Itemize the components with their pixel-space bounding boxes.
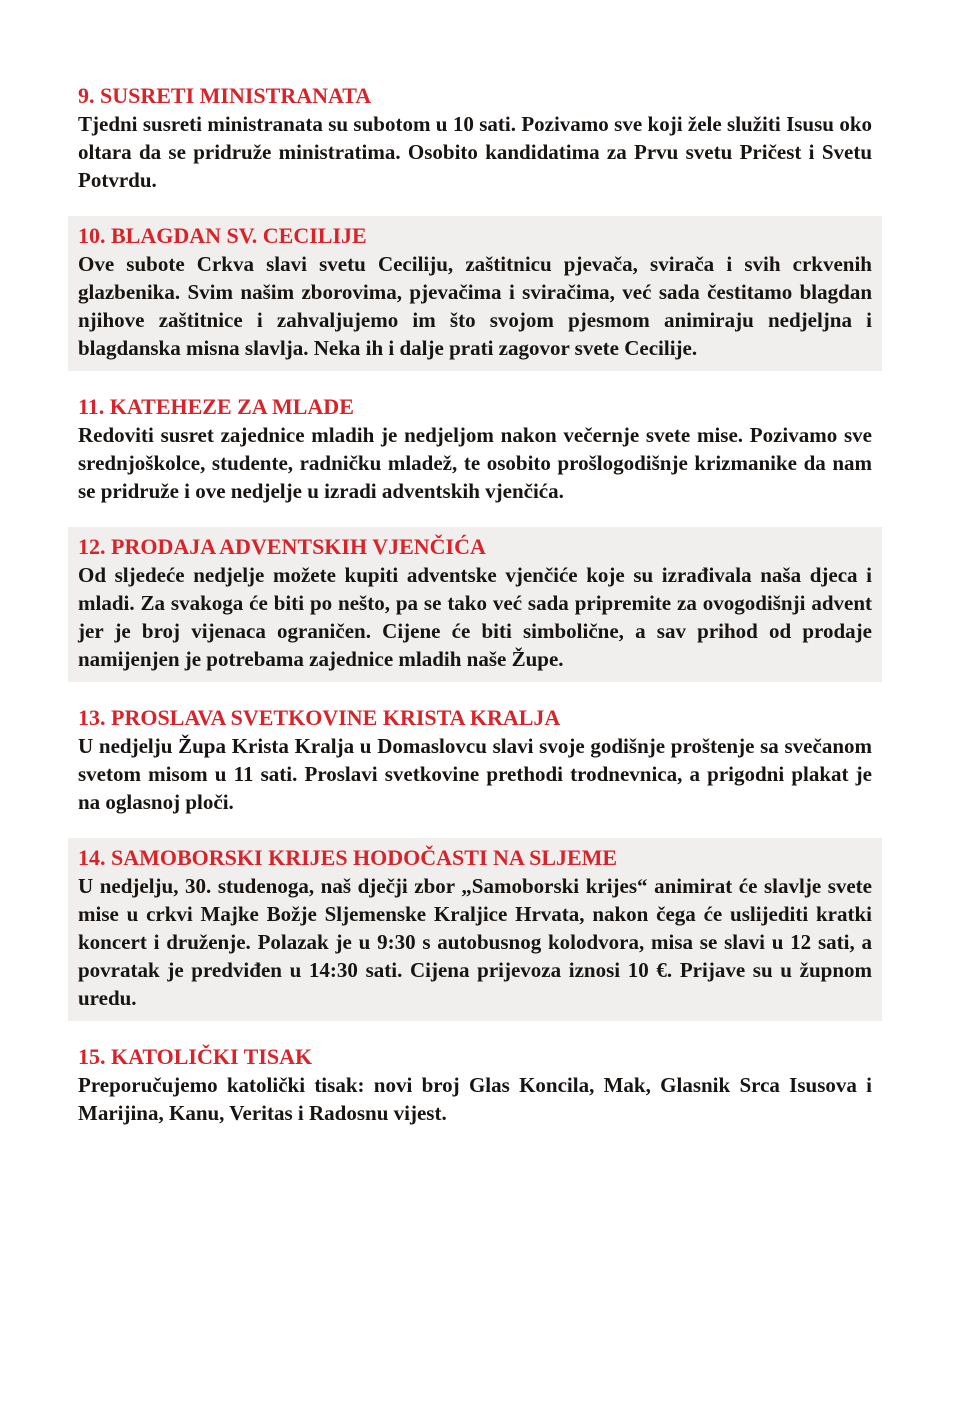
section-body: Od sljedeće nedjelje možete kupiti adventske vjenčiće koje su izrađivala naša djeca i mladi. Za svakoga će biti po nešto, pa se tako već sada pripremite za ovogodišnji advent jer je broj vijenaca ograničen. Cijene će biti simbolične, a sav prihod od prodaje namijenjen je potrebama zajednice mladih naše Župe. xyxy=(78,563,872,671)
section-body: Tjedni susreti ministranata su subotom u 10 sati. Pozivamo sve koji žele služiti Isusu oko oltara da se pridruže ministratima. Osobito kandidatima za Prvu svetu Pričest i Svetu Potvrdu. xyxy=(78,112,872,192)
section-kateheze-za-mlade xyxy=(68,393,882,505)
section-katolicki-tisak xyxy=(68,1043,882,1127)
section-body: Ove subote Crkva slavi svetu Ceciliju, zaštitnicu pjevača, svirača i svih crkvenih glazbenika. Svim našim zborovima, pjevačima i sviračima, već sada čestitamo blagdan njihove zaštitnice i zahvaljujemo im što svojom pjesmom animiraju nedjeljna i blagdanska misna slavlja. Neka ih i dalje prati zagovor svete Cecilije. xyxy=(78,252,872,360)
section-proslava-svetkovine-krista-kralja xyxy=(68,704,882,816)
section-body: U nedjelju Župa Krista Kralja u Domaslovcu slavi svoje godišnje proštenje sa svečanom svetom misom u 11 sati. Proslavi svetkovine prethodi trodnevnica, a prigodni plakat je na oglasnoj ploči. xyxy=(78,734,872,814)
section-heading: 15. KATOLIČKI TISAK xyxy=(78,1044,313,1069)
section-heading: 12. PRODAJA ADVENTSKIH VJENČIĆA xyxy=(78,534,486,559)
section-prodaja-adventskih-vjencica xyxy=(68,527,882,682)
section-heading: 10. BLAGDAN SV. CECILIJE xyxy=(78,223,367,248)
section-body: Preporučujemo katolički tisak: novi broj Glas Koncila, Mak, Glasnik Srca Isusova i Marijina, Kanu, Veritas i Radosnu vijest. xyxy=(78,1073,872,1125)
section-body: Redoviti susret zajednice mladih je nedjeljom nakon večernje svete mise. Pozivamo sve srednjoškolce, studente, radničku mladež, te osobito prošlogodišnje krizmanike da nam se pridruže i ove nedjelje u izradi adventskih vjenčića. xyxy=(78,423,872,503)
section-blagdan-sv-cecilije xyxy=(68,216,882,371)
section-body: U nedjelju, 30. studenoga, naš dječji zbor „Samoborski krijes“ animirat će slavlje svete mise u crkvi Majke Božje Sljemenske Kraljice Hrvata, nakon čega će uslijediti kratki koncert i druženje. Polazak je u 9:30 s autobusnog kolodvora, misa se slavi u 12 sati, a povratak je predviđen u 14:30 sati. Cijena prijevoza iznosi 10 €. Prijave su u župnom uredu. xyxy=(78,874,872,1010)
section-susreti-ministranata xyxy=(68,82,882,194)
section-heading: 14. SAMOBORSKI KRIJES HODOČASTI NA SLJEME xyxy=(78,845,618,870)
section-heading: 13. PROSLAVA SVETKOVINE KRISTA KRALJA xyxy=(78,705,561,730)
section-samoborski-krijes-hodocasti xyxy=(68,838,882,1021)
section-heading: 11. KATEHEZE ZA MLADE xyxy=(78,394,354,419)
section-heading: 9. SUSRETI MINISTRANATA xyxy=(78,83,372,108)
